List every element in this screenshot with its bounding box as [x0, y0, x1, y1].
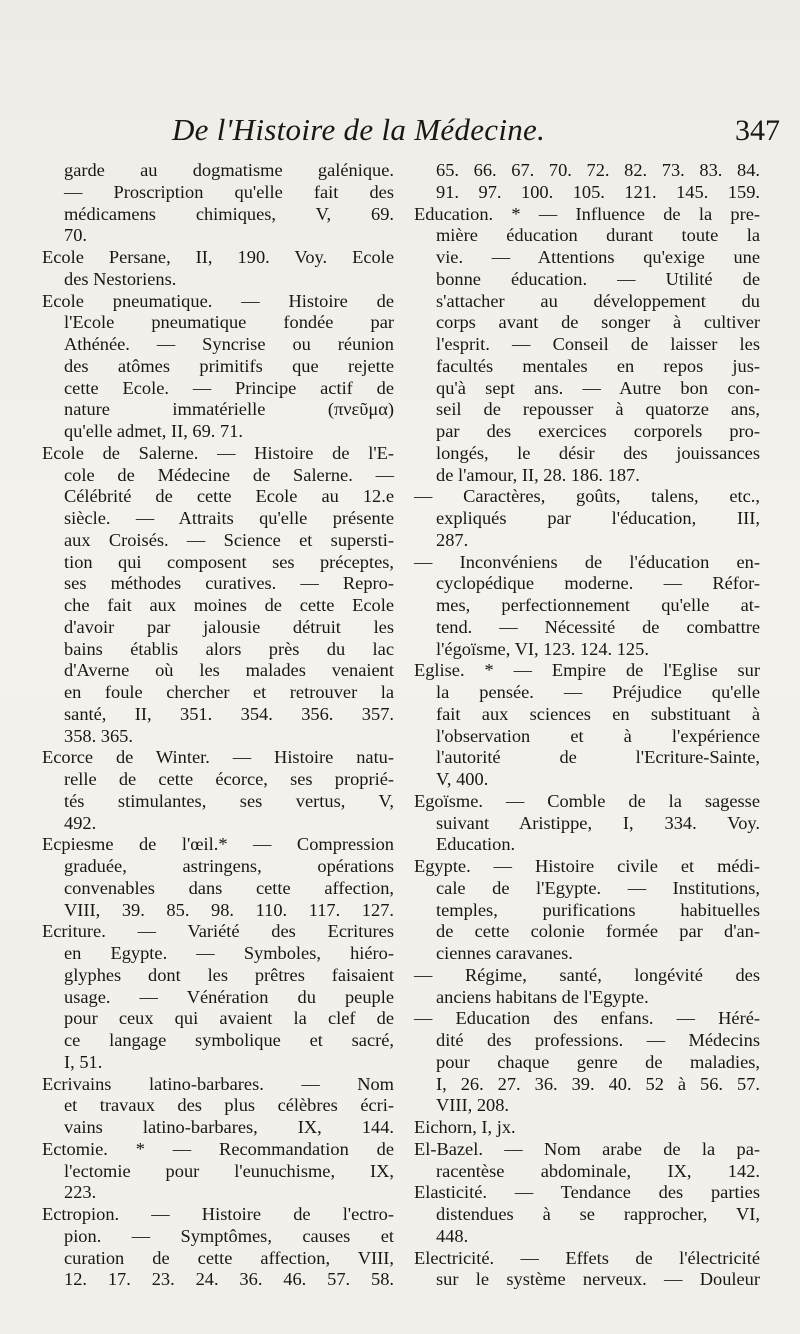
index-line: VIII, 208.	[436, 1095, 510, 1116]
index-line: nature immatérielle (πνεῦμα)	[64, 399, 394, 420]
index-column-right	[414, 160, 760, 1291]
index-line: Electricité. — Effets de l'électricité	[414, 1247, 760, 1268]
index-line: médicamens chimiques, V, 69.	[64, 203, 394, 224]
index-line: ses méthodes curatives. — Repro-	[64, 573, 394, 594]
index-line: d'Averne où les malades venaient	[64, 660, 394, 681]
index-line: anciens habitans de l'Egypte.	[436, 986, 649, 1007]
index-line: distendues à se rapprocher, VI,	[436, 1204, 760, 1224]
index-line: tion qui composent ses préceptes,	[64, 551, 394, 572]
index-line: 358. 365.	[64, 725, 133, 746]
index-line: sur le système nerveux. — Douleur	[436, 1269, 760, 1290]
index-line: — Proscription qu'elle fait des	[64, 181, 394, 202]
index-line: — Caractères, goûts, talens, etc.,	[414, 486, 760, 507]
index-line: vie. — Attentions qu'exige une	[436, 247, 760, 267]
index-column-left	[42, 160, 394, 1291]
index-line: Eichorn, I, jx.	[414, 1117, 516, 1137]
index-line: relle de cette écorce, ses proprié-	[64, 769, 394, 789]
index-line: bonne éducation. — Utilité de	[436, 268, 760, 289]
index-line: convenables dans cette affection,	[64, 877, 394, 898]
index-line: Célébrité de cette Ecole au 12.e	[64, 486, 394, 507]
index-line: racentèse abdominale, IX, 142.	[436, 1160, 760, 1181]
index-line: tend. — Nécessité de combattre	[436, 616, 760, 637]
index-line: Eglise. * — Empire de l'Eglise sur	[414, 660, 760, 681]
index-line: I, 26. 27. 36. 39. 40. 52 à 56. 57.	[436, 1073, 760, 1094]
index-line: des atômes primitifs que rejette	[64, 355, 394, 376]
index-line: facultés mentales en repos jus-	[436, 355, 760, 376]
index-line: en Egypte. — Symboles, hiéro-	[64, 943, 394, 963]
index-line: cyclopédique moderne. — Réfor-	[436, 573, 760, 594]
index-line: pour ceux qui avaient la clef de	[64, 1008, 394, 1029]
index-line: 492.	[64, 812, 97, 833]
index-line: pour chaque genre de maladies,	[436, 1051, 760, 1072]
index-line: Egoïsme. — Comble de la sagesse	[414, 790, 760, 811]
index-line: Ectropion. — Histoire de l'ectro-	[42, 1204, 394, 1224]
index-line: qu'elle admet, II, 69. 71.	[64, 421, 243, 441]
index-line: usage. — Vénération du peuple	[64, 986, 394, 1007]
index-line: aux Croisés. — Science et supersti-	[64, 529, 394, 550]
index-line: Ectomie. * — Recommandation de	[42, 1138, 394, 1159]
index-line: la pensée. — Préjudice qu'elle	[436, 682, 760, 702]
index-line: Ecrivains latino-barbares. — Nom	[42, 1073, 394, 1094]
index-line: ciennes caravanes.	[436, 943, 573, 963]
index-line: — Education des enfans. — Héré-	[414, 1008, 760, 1029]
index-line: l'observation et à l'expérience	[436, 725, 760, 746]
index-line: d'avoir par jalousie détruit les	[64, 616, 394, 637]
index-line: siècle. — Attraits qu'elle présente	[64, 508, 394, 528]
index-line: vains latino-barbares, IX, 144.	[64, 1117, 394, 1137]
index-line: Athénée. — Syncrise ou réunion	[64, 334, 394, 354]
index-line: l'égoïsme, VI, 123. 124. 125.	[436, 638, 649, 659]
index-line: 448.	[436, 1225, 469, 1246]
index-line: l'autorité de l'Ecriture-Sainte,	[436, 747, 760, 768]
index-line: par des exercices corporels pro-	[436, 421, 760, 441]
index-line: Ecole de Salerne. — Histoire de l'E-	[42, 442, 394, 463]
index-line: — Régime, santé, longévité des	[414, 964, 760, 985]
index-line: Ecorce de Winter. — Histoire natu-	[42, 747, 394, 768]
page-number: 347	[735, 114, 780, 147]
index-line: — Inconvéniens de l'éducation en-	[414, 551, 760, 572]
index-line: fait aux sciences en substituant à	[436, 703, 760, 724]
page-header	[0, 112, 800, 156]
index-line: de l'amour, II, 28. 186. 187.	[436, 464, 640, 485]
index-line: I, 51.	[64, 1051, 103, 1072]
index-line: de cette colonie formée par d'an-	[436, 921, 760, 942]
index-line: Ecriture. — Variété des Ecritures	[42, 921, 394, 942]
index-line: expliqués par l'éducation, III,	[436, 508, 760, 528]
index-line: 223.	[64, 1182, 97, 1203]
index-line: ce langage symbolique et sacré,	[64, 1030, 394, 1050]
index-line: Ecpiesme de l'œil.* — Compression	[42, 834, 394, 855]
index-line: mière éducation durant toute la	[436, 225, 760, 246]
index-line: longés, le désir des jouissances	[436, 442, 760, 463]
index-line: cale de l'Egypte. — Institutions,	[436, 877, 760, 898]
index-line: Elasticité. — Tendance des parties	[414, 1182, 760, 1203]
index-line: cole de Médecine de Salerne. —	[64, 464, 394, 485]
index-line: santé, II, 351. 354. 356. 357.	[64, 703, 394, 724]
index-line: Ecole pneumatique. — Histoire de	[42, 290, 394, 311]
index-line: et travaux des plus célèbres écri-	[64, 1095, 394, 1116]
index-line: s'attacher au développement du	[436, 290, 760, 311]
index-line: glyphes dont les prêtres faisaient	[64, 964, 394, 985]
index-line: suivant Aristippe, I, 334. Voy.	[436, 812, 760, 833]
index-line: V, 400.	[436, 769, 489, 789]
index-line: che fait aux moines de cette Ecole	[64, 595, 394, 615]
index-line: temples, purifications habituelles	[436, 899, 760, 920]
index-line: seil de repousser à quatorze ans,	[436, 399, 760, 420]
index-line: Ecole Persane, II, 190. Voy. Ecole	[42, 247, 394, 267]
running-title: De l'Histoire de la Médecine.	[172, 112, 546, 147]
index-line: l'esprit. — Conseil de laisser les	[436, 334, 760, 354]
index-line: mes, perfectionnement qu'elle at-	[436, 595, 760, 615]
index-line: Education. * — Influence de la pre-	[414, 203, 760, 224]
index-line: dité des professions. — Médecins	[436, 1030, 760, 1050]
index-line: graduée, astringens, opérations	[64, 856, 394, 876]
index-line: 70.	[64, 225, 87, 246]
index-line: 65. 66. 67. 70. 72. 82. 73. 83. 84.	[436, 160, 760, 180]
index-line: 91. 97. 100. 105. 121. 145. 159.	[436, 181, 760, 202]
index-line: curation de cette affection, VIII,	[64, 1247, 394, 1268]
index-line: bains établis alors près du lac	[64, 638, 394, 659]
index-line: cette Ecole. — Principe actif de	[64, 377, 394, 398]
index-line: Egypte. — Histoire civile et médi-	[414, 856, 760, 876]
index-line: pion. — Symptômes, causes et	[64, 1225, 394, 1246]
index-line: Education.	[436, 834, 516, 855]
index-line: des Nestoriens.	[64, 268, 177, 289]
index-line: qu'à sept ans. — Autre bon con-	[436, 377, 760, 398]
index-line: 12. 17. 23. 24. 36. 46. 57. 58.	[64, 1269, 394, 1290]
index-line: garde au dogmatisme galénique.	[64, 160, 394, 180]
index-line: l'Ecole pneumatique fondée par	[64, 312, 394, 333]
index-line: tés stimulantes, ses vertus, V,	[64, 790, 394, 811]
index-line: l'ectomie pour l'eunuchisme, IX,	[64, 1160, 394, 1181]
index-line: 287.	[436, 529, 469, 550]
index-line: El-Bazel. — Nom arabe de la pa-	[414, 1138, 760, 1159]
index-line: VIII, 39. 85. 98. 110. 117. 127.	[64, 899, 394, 920]
index-line: corps avant de songer à cultiver	[436, 312, 760, 333]
index-line: en foule chercher et retrouver la	[64, 682, 394, 702]
